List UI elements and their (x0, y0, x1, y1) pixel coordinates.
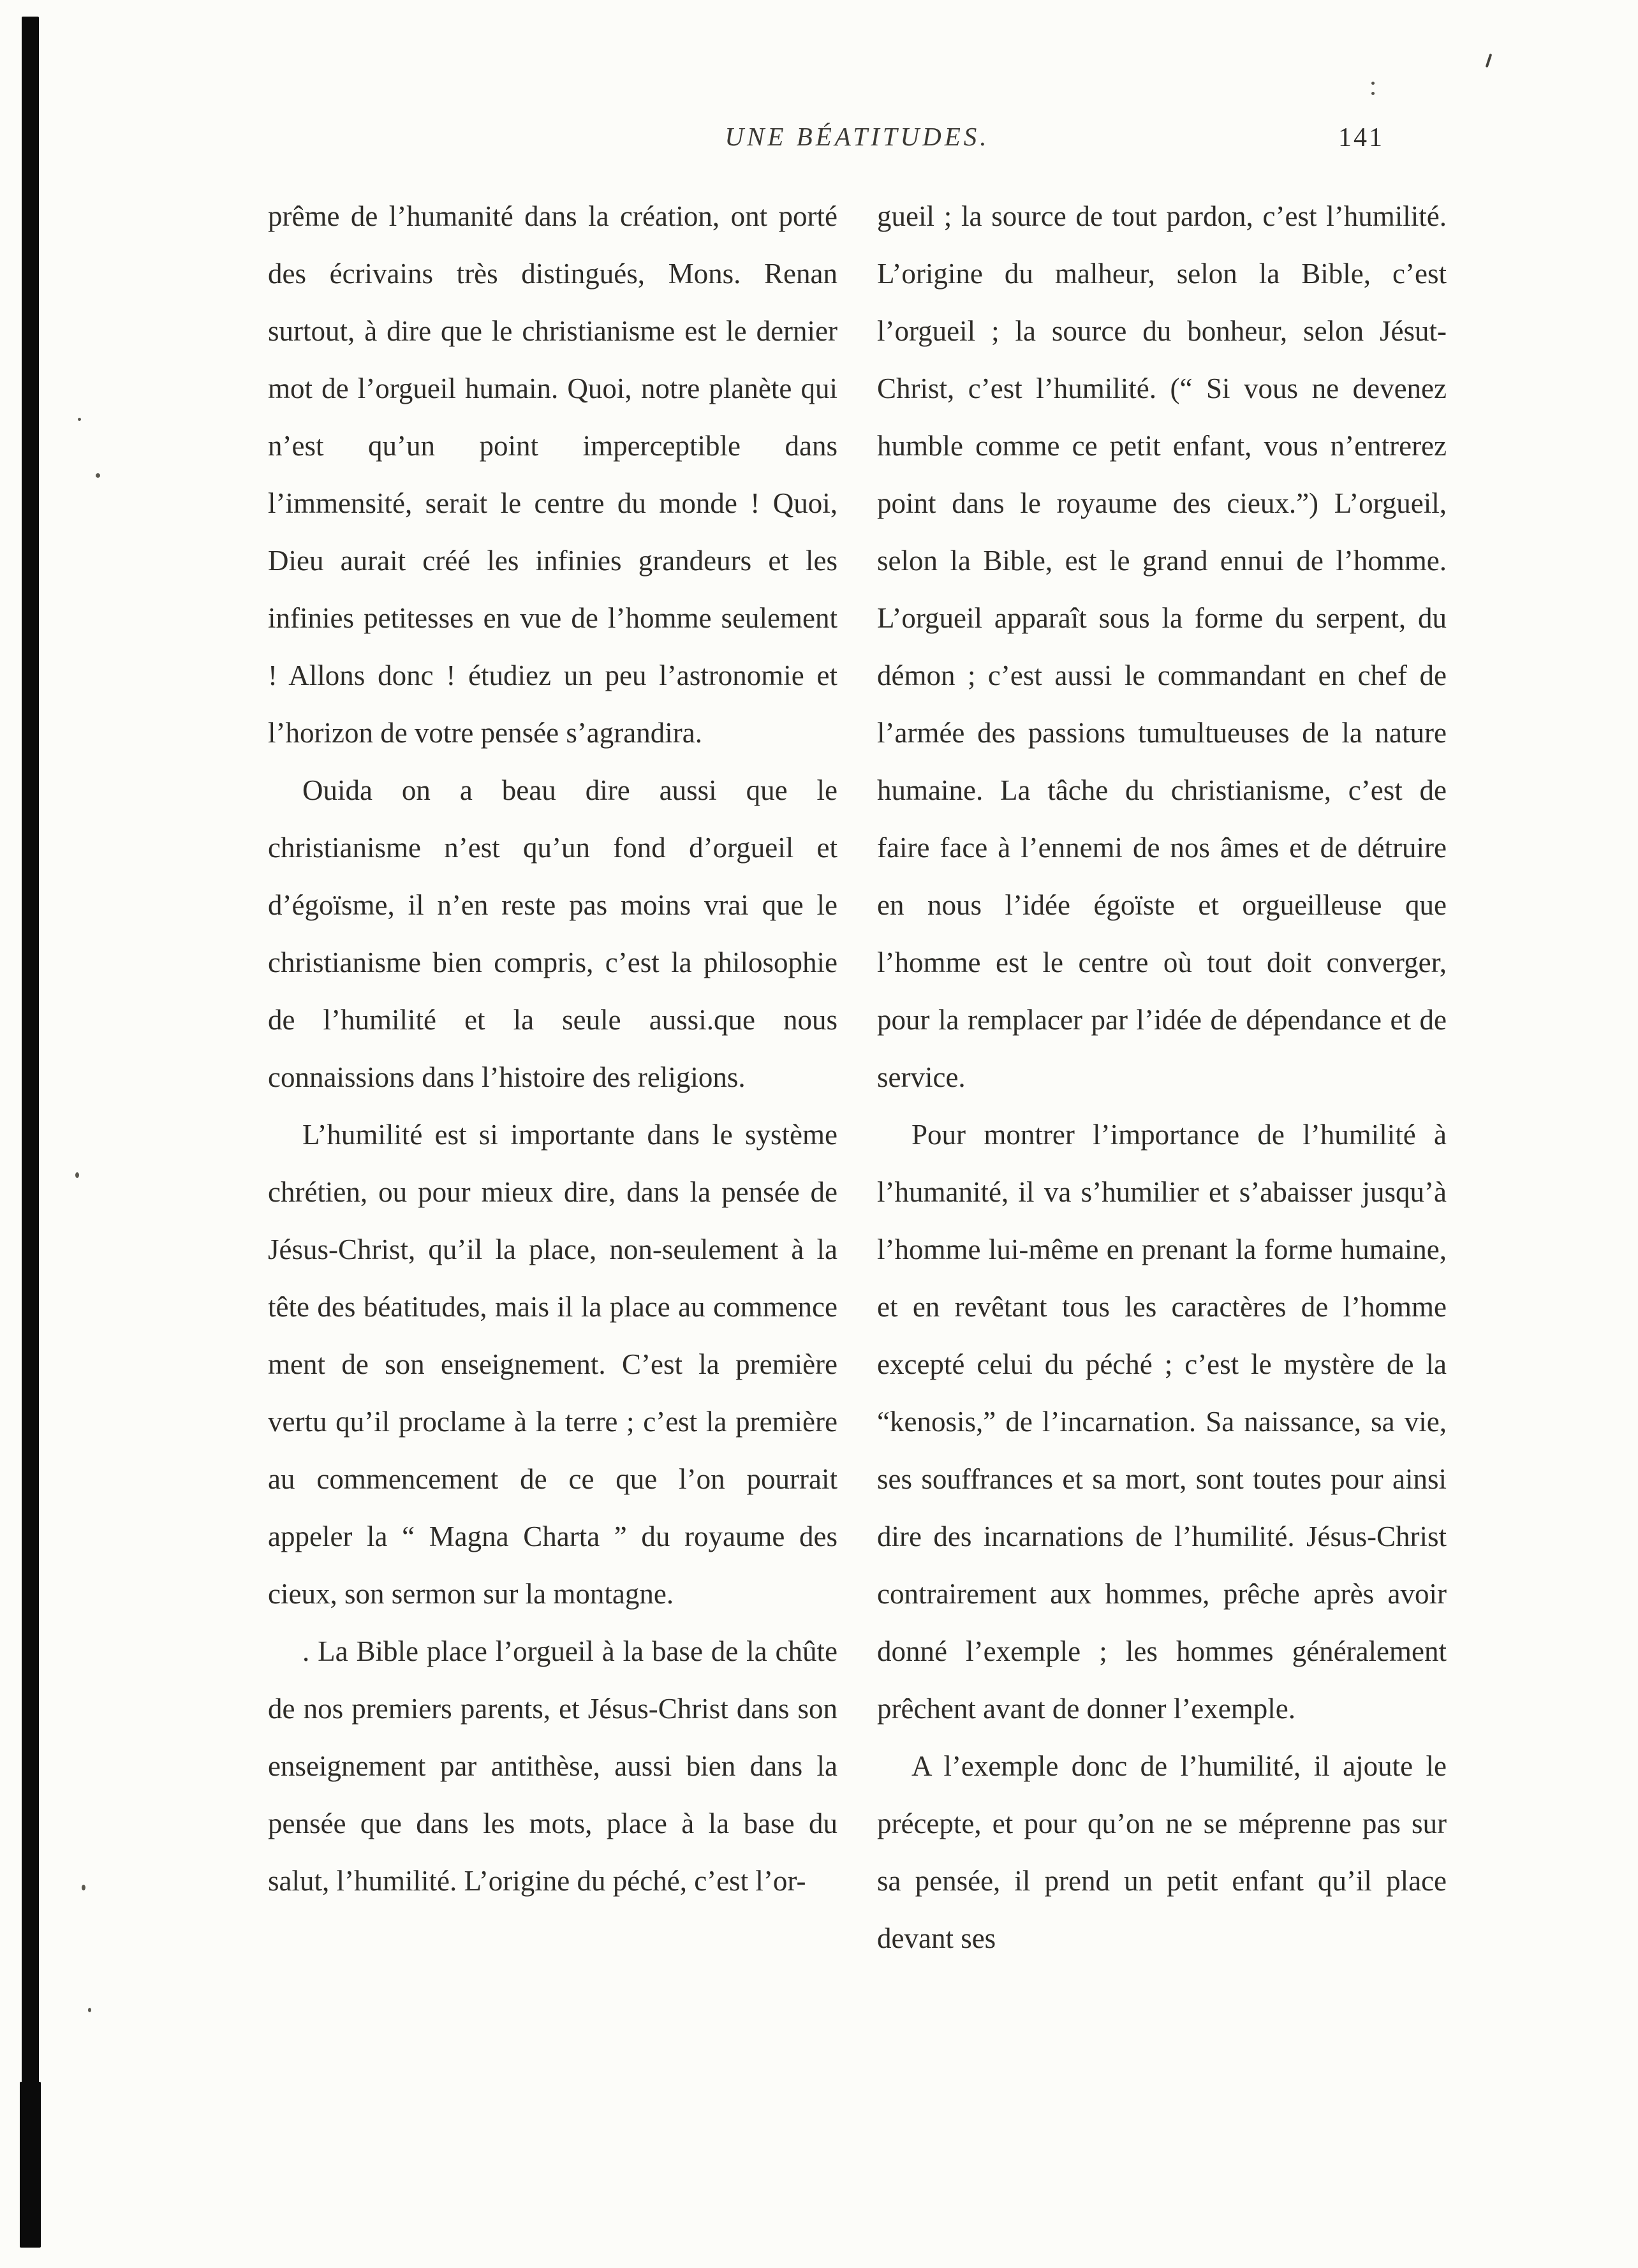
scan-speck (75, 1172, 79, 1178)
paragraph-continuation: prême de l’humanité dans la création, ont porté des écrivains très distingués, Mons. Renan surtout, à dire que le christianisme est le dernier mot de l’orgueil humain. Quoi, notre planète qui n’est qu’un point imperceptible dans l’immensité, serait le centre du monde ! Quoi, Dieu aurait créé les infinies grandeurs et les infinies petitesses en vue de l’homme seulement ! Allons donc ! étudiez un peu l’astronomie et l’horizon de votre pensée s’agrandira. (268, 200, 837, 749)
left-column (268, 188, 837, 1967)
paragraph: A l’exemple donc de l’humilité, il ajoute le précepte, et pour qu’on ne se méprenne pas sur sa pensée, il prend un petit enfant qu’il place devant ses (877, 1750, 1447, 1954)
binding-edge (22, 17, 39, 2248)
paragraph-continuation: gueil ; la source de tout pardon, c’est l’humilité. L’origine du malheur, selon la Bible, c’est l’orgueil ; la source du bonheur, selon Jésut-Christ, c’est l’humilité. (“ Si vous ne devenez humble comme ce petit enfant, vous n’entrerez point dans le royaume des cieux.”) L’orgueil, selon la Bible, est le grand ennui de l’homme. L’orgueil apparaît sous la forme du serpent, du démon ; c’est aussi le commandant en chef de l’armée des passions tumultueuses de la nature humaine. La tâche du christianisme, c’est de faire face à l’ennemi de nos âmes et de détruire en nous l’idée égoïste et orgueilleuse que l’homme est le centre où tout doit converger, pour la remplacer par l’idée de dépendance et de service. (877, 200, 1447, 1093)
scan-speck (96, 473, 100, 478)
page-header (268, 121, 1447, 162)
paragraph: L’humilité est si importante dans le système chrétien, ou pour mieux dire, dans la pensée de Jésus-Christ, qu’il la place, non-seulement à la tête des béatitudes, mais il la place au commence ment de son enseignement. C’est la première vertu qu’il proclame à la terre ; c’est la première au commencement de ce que l’on pourrait appeler la “ Magna Charta ” du royaume des cieux, son sermon sur la montagne. (268, 1119, 837, 1610)
scan-speck (82, 1885, 85, 1890)
scan-colon-mark (1371, 82, 1375, 85)
page-content (268, 121, 1447, 1967)
paragraph: . La Bible place l’orgueil à la base de la chûte de nos premiers parents, et Jésus-Christ dans son enseignement par antithèse, aussi bien dans la pensée que dans les mots, place à la base du salut, l’humilité. L’origine du péché, c’est l’or- (268, 1635, 837, 1897)
paragraph: Ouida on a beau dire aussi que le christianisme n’est qu’un fond d’orgueil et d’égoïsme, il n’en reste pas moins vrai que le christianisme bien compris, c’est la philosophie de l’humilité et la seule aussi.que nous connaissions dans l’histoire des religions. (268, 774, 837, 1093)
scan-speck (78, 418, 81, 421)
page-number: 141 (1338, 123, 1384, 152)
paragraph: Pour montrer l’importance de l’humilité à l’humanité, il va s’humilier et s’abaisser jusqu’à l’homme lui-même en prenant la forme humaine, et en revêtant tous les caractères de l’homme excepté celui du péché ; c’est le mystère de la “kenosis,” de l’incarnation. Sa naissance, sa vie, ses souffrances et sa mort, sont toutes pour ainsi dire des incarnations de l’humilité. Jésus-Christ contrairement aux hommes, prêche après avoir donné l’exemple ; les hommes généralement prêchent avant de donner l’exemple. (877, 1119, 1447, 1725)
text-columns (268, 188, 1447, 1967)
right-column (877, 188, 1447, 1967)
running-title: UNE BÉATITUDES. (725, 122, 990, 151)
scan-speck (88, 2008, 91, 2012)
scan-tick-mark (1486, 54, 1493, 68)
